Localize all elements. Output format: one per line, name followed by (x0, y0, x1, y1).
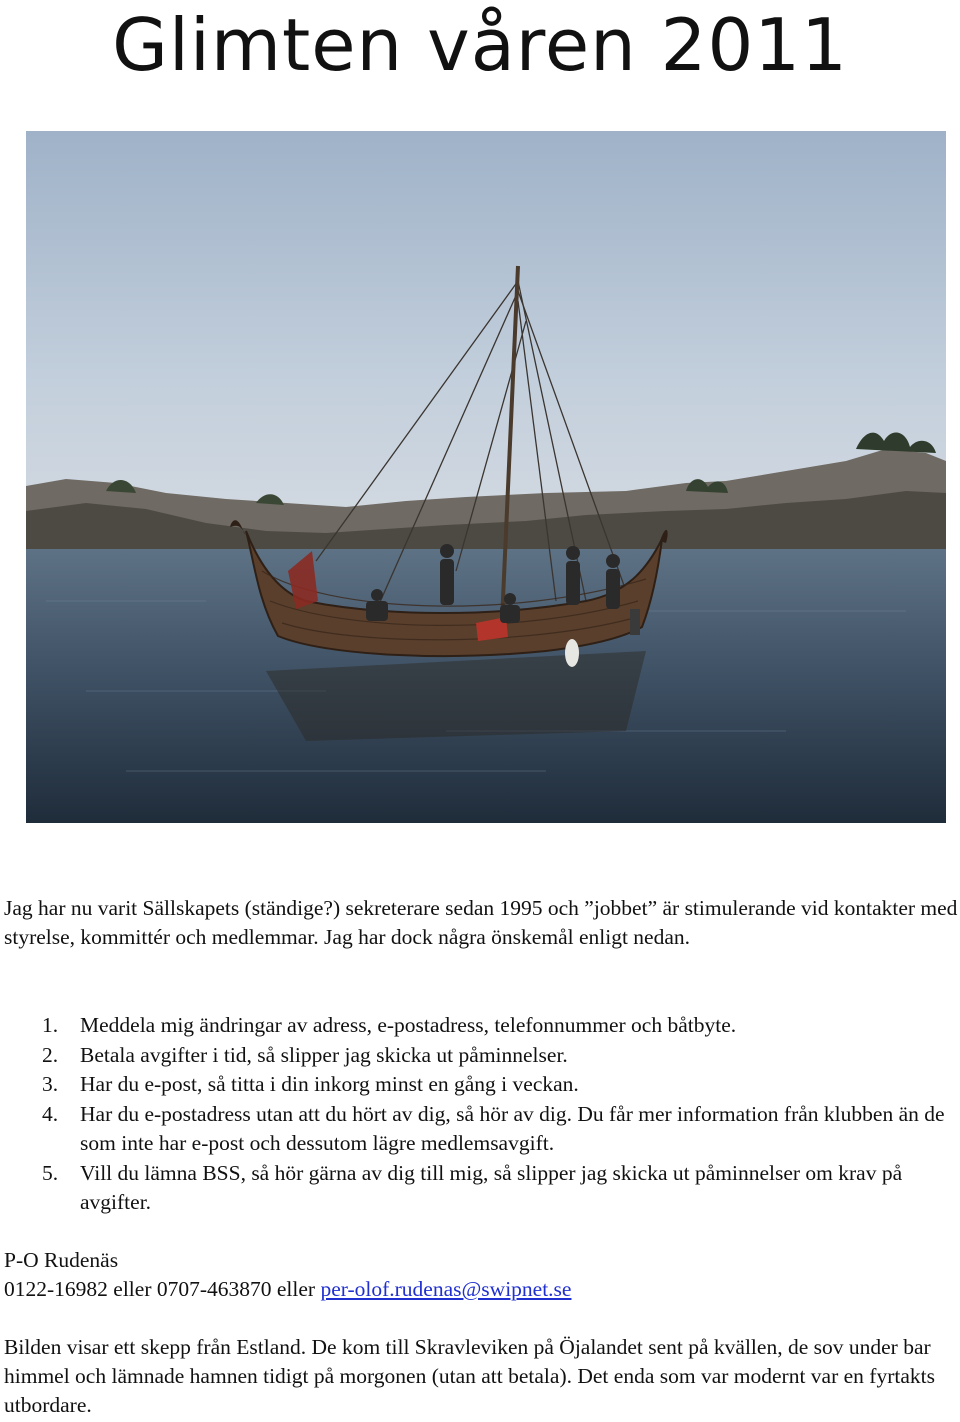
list-item (0, 1011, 960, 1041)
list-item-number: 5. (42, 1160, 59, 1185)
list-item (0, 1070, 960, 1100)
list-item (0, 1100, 960, 1159)
intro-paragraph: Jag har nu varit Sällskapets (ständige?) sekreterare sedan 1995 och ”jobbet” är stimulerande vid kontakter med styrelse, kommittér och medlemmar. Jag har dock några önskemål enligt nedan. (4, 896, 958, 949)
list-item-text: Meddela mig ändringar av adress, e-postadress, telefonnummer och båtbyte. (80, 1013, 737, 1037)
signature-name: P-O Rudenäs (4, 1248, 119, 1272)
list-item-number: 3. (42, 1072, 59, 1096)
list-item-text: Vill du lämna BSS, så hör gärna av dig till mig, så slipper jag skicka ut påminnelser om krav på avgifter. (80, 1160, 903, 1214)
viking-ship-photo (26, 131, 946, 823)
page-title: Glimten våren 2011 (112, 3, 848, 87)
list-item (0, 1041, 960, 1071)
list-item-text: Har du e-post, så titta i din inkorg minst en gång i veckan. (80, 1072, 579, 1096)
list-item-text: Har du e-postadress utan att du hört av dig, så hör av dig. Du får mer information från klubben än de som inte har e-post och dessutom lägre medlemsavgift. (80, 1101, 945, 1155)
email-link[interactable]: per-olof.rudenas@swipnet.se (320, 1277, 572, 1301)
list-item-number: 1. (42, 1013, 59, 1037)
list-item (0, 1159, 960, 1218)
phone-numbers: 0122-16982 eller 0707-463870 eller (4, 1277, 321, 1301)
list-item-number: 4. (42, 1101, 59, 1126)
list-item-number: 2. (42, 1042, 59, 1067)
photo-caption: Bilden visar ett skepp från Estland. De kom till Skravleviken på Öjalandet sent på kvällen, de sov under bar himmel och lämnade hamnen tidigt på morgonen (utan att betala). Det enda som var modernt var en fyrtakts utbordare. (4, 1335, 935, 1417)
signature-contact (4, 1275, 960, 1304)
wish-list (0, 1011, 960, 1218)
list-item-text: Betala avgifter i tid, så slipper jag skicka ut påminnelser. (80, 1042, 568, 1067)
